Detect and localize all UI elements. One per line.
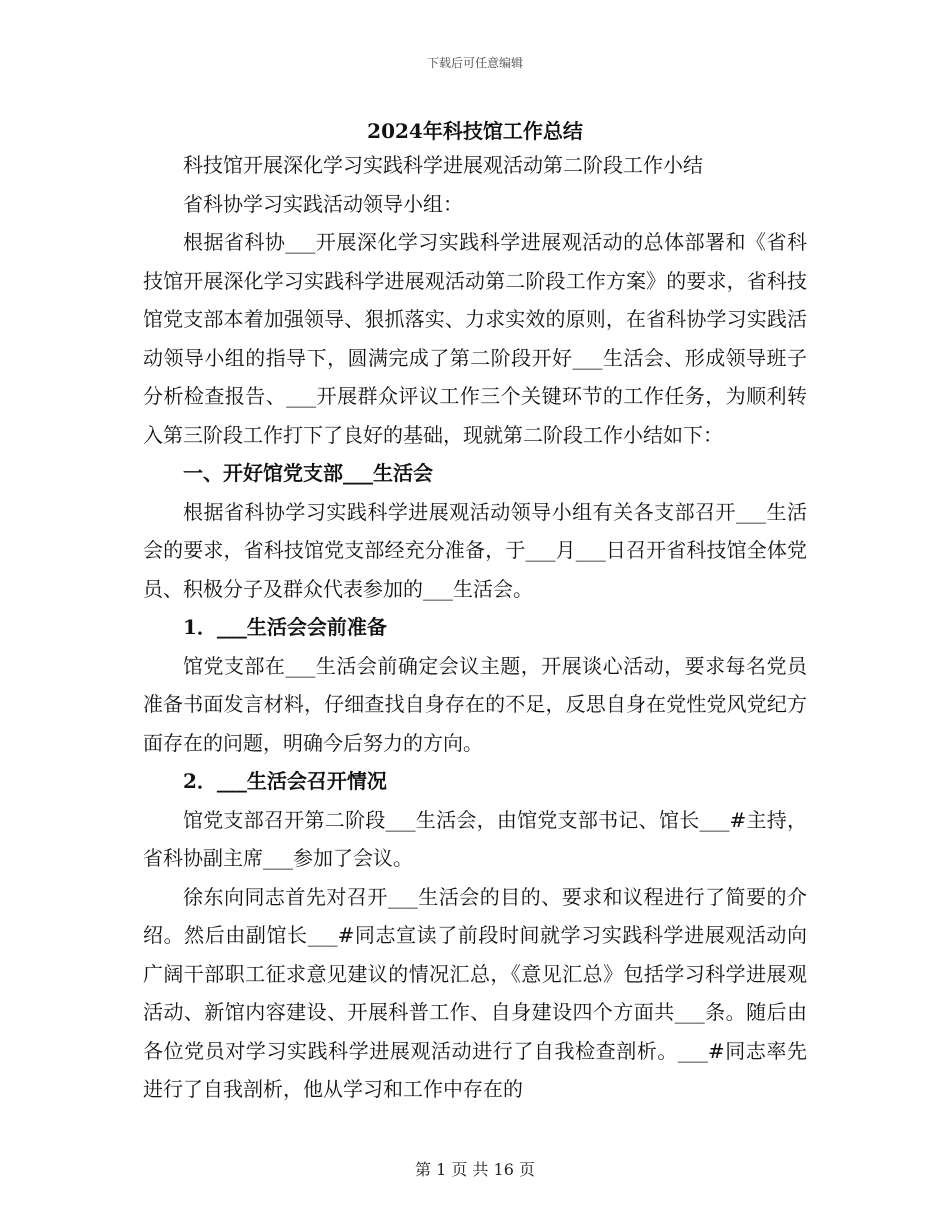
- page-footer: 第 1 页 共 16 页: [415, 1160, 535, 1179]
- subsection-heading-1: 1．___生活会会前准备: [183, 615, 387, 639]
- paragraph-subtitle: 科技馆开展深化学习实践科学进展观活动第二阶段工作小结: [183, 153, 703, 177]
- document-title: 2024年科技馆工作总结: [367, 119, 583, 143]
- paragraph-subsection-1: 馆党支部在___生活会前确定会议主题，开展谈心活动，要求每名党员准备书面发言材料，仔细查找自身存在的不足，反思自身在党性党风党纪方面存在的问题，明确今后努力的方向。: [143, 653, 807, 755]
- header-note: 下载后可任意编辑: [426, 56, 523, 70]
- paragraph-intro: 根据省科协___开展深化学习实践科学进展观活动的总体部署和《省科技馆开展深化学习实践科学进展观活动第二阶段工作方案》的要求，省科技馆党支部本着加强领导、狠抓落实、力求实效的原则，在省科协学习实践活动领导小组的指导下，圆满完成了第二阶段开好___生活会、形成领导班子分析检查报告、___开展群众评议工作三个关键环节的工作任务，为顺利转入第三阶段工作打下了良好的基础，现就第二阶段工作小结如下：: [143, 230, 807, 447]
- paragraph-section-1: 根据省科协学习实践科学进展观活动领导小组有关各支部召开___生活会的要求，省科技馆党支部经充分准备，于___月___日召开省科技馆全体党员、积极分子及群众代表参加的___生活会。: [143, 499, 807, 601]
- document-body: [143, 146, 807, 1109]
- paragraph-subsection-2a: 馆党支部召开第二阶段___生活会，由馆党支部书记、馆长___#主持，省科协副主席___参加了会议。: [143, 807, 807, 870]
- paragraph-salutation: 省科协学习实践活动领导小组：: [183, 191, 463, 216]
- subsection-heading-2: 2．___生活会召开情况: [183, 769, 387, 793]
- paragraph-subsection-2b: 徐东向同志首先对召开___生活会的目的、要求和议程进行了简要的介绍。然后由副馆长___#同志宣读了前段时间就学习实践科学进展观活动向广阔干部职工征求意见建议的情况汇总，《意见汇总》包括学习科学进展观活动、新馆内容建设、开展科普工作、自身建设四个方面共___条。随后由各位党员对学习实践科学进展观活动进行了自我检查剖析。___#同志率先进行了自我剖析，他从学习和工作中存在的: [143, 884, 807, 1101]
- section-heading-1: 一、开好馆党支部___生活会: [183, 461, 433, 485]
